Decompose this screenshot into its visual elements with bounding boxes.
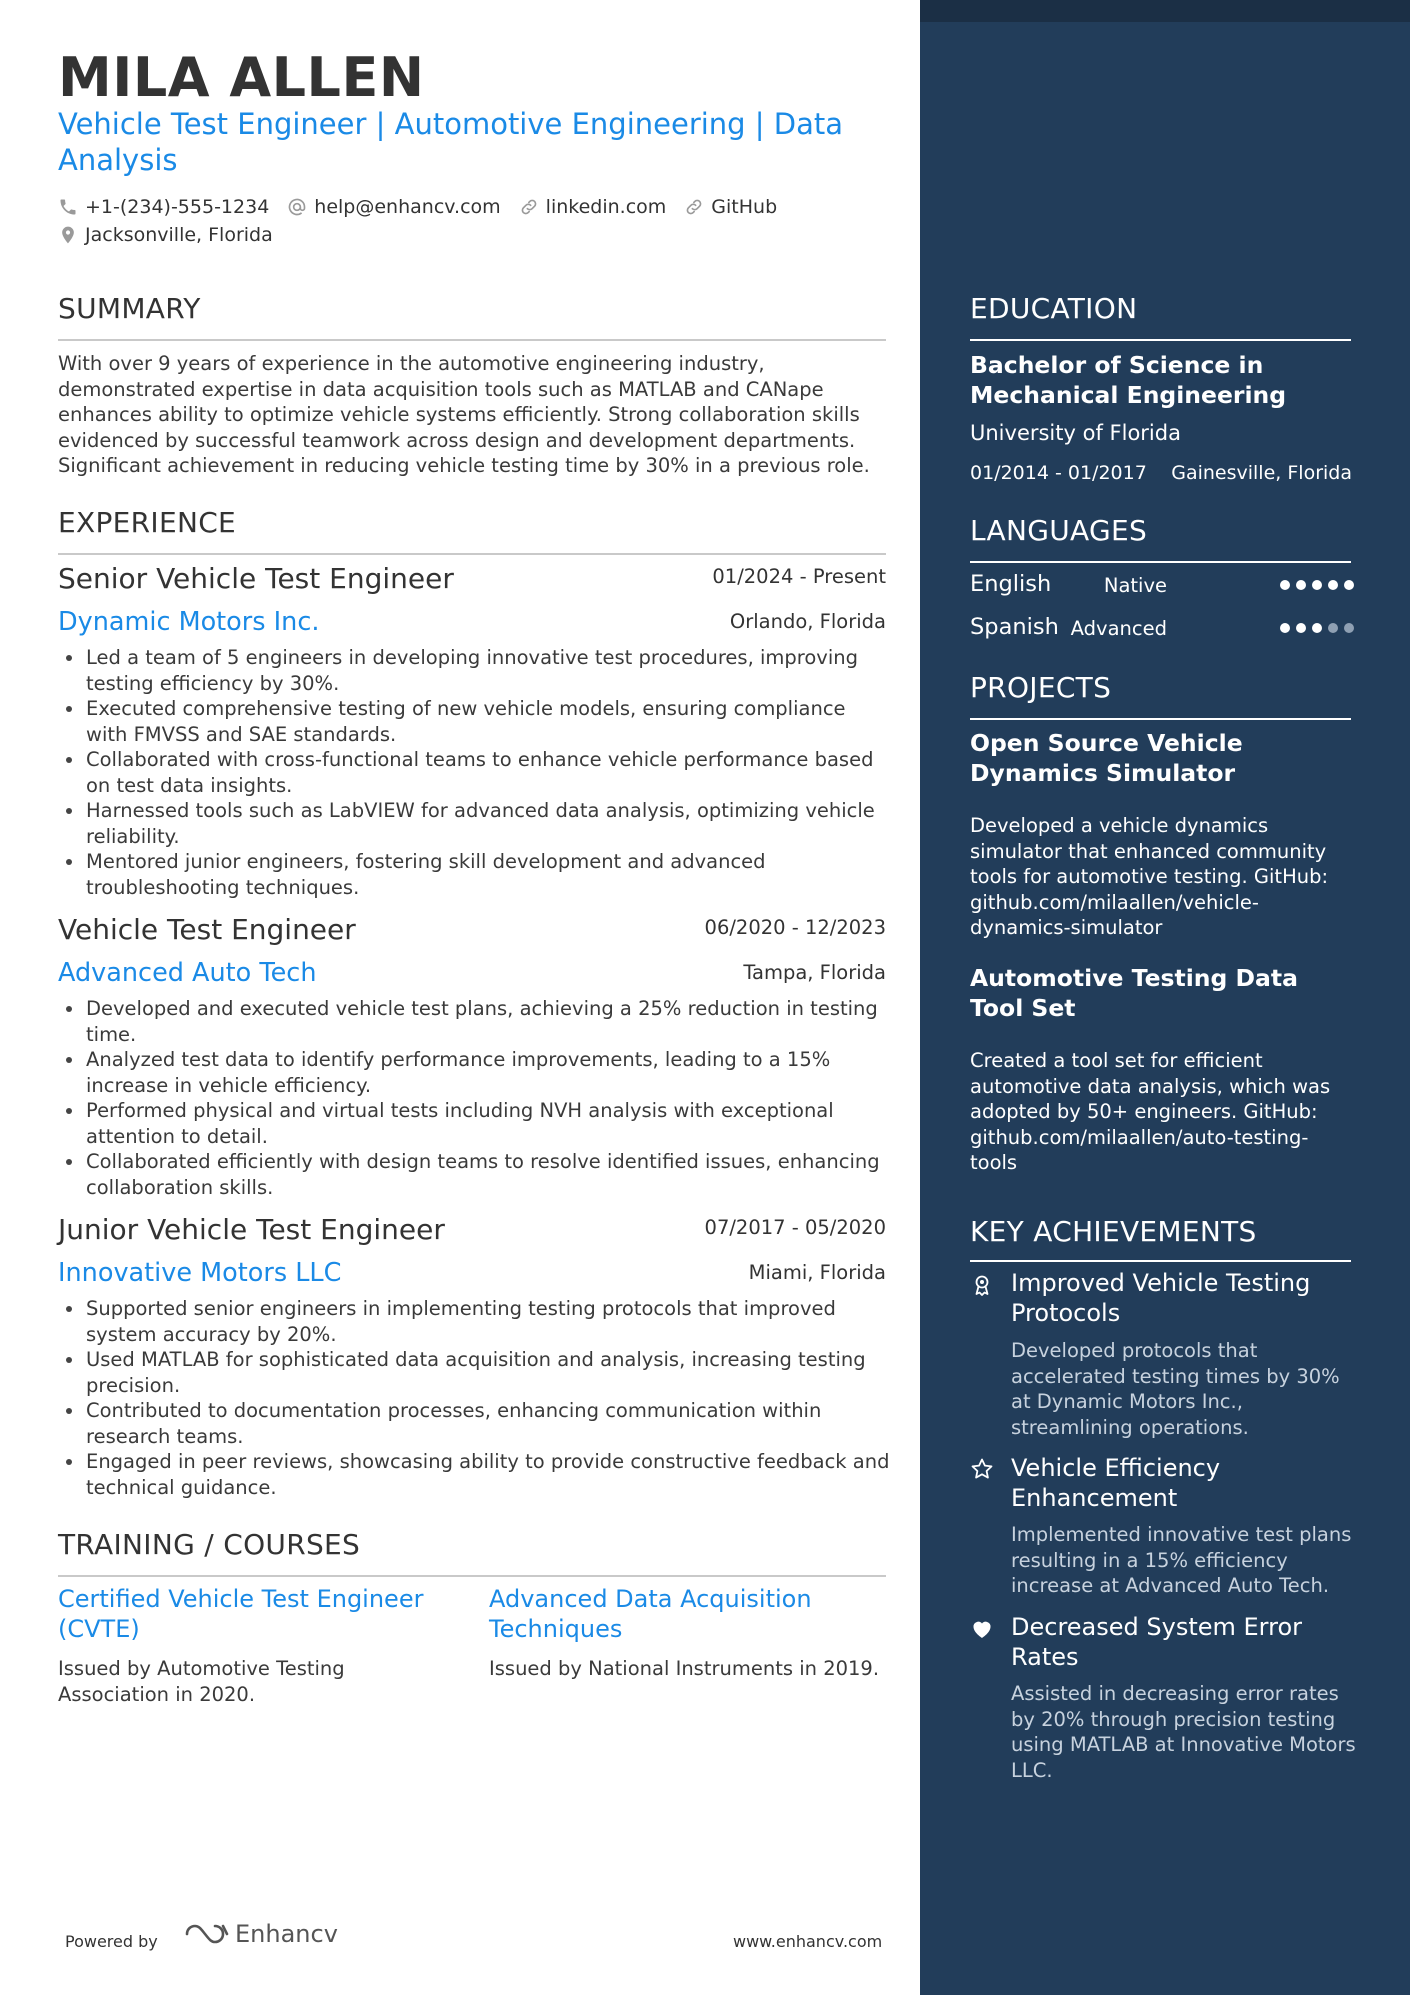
list-item: Developed and executed vehicle test plans, achieving a 25% reduction in testing time. (58, 996, 893, 1047)
language-name: Spanish (970, 614, 1059, 640)
rating-dot (1296, 623, 1306, 633)
language-rating (1280, 623, 1360, 633)
summary-text: With over 9 years of experience in the automotive engineering industry, demonstrated expertise in data acquisition tools such as MATLAB and CANape enhances ability to optimize vehicle systems efficiently. Strong collaboration skills evidenced by successful teamwork across design and development departments. Significant achievement in reducing vehicle testing time by 30% in a previous role. (58, 352, 870, 477)
list-item: Performed physical and virtual tests including NVH analysis with exceptional attention to detail. (58, 1098, 893, 1149)
sidebar-top-band (920, 0, 1410, 22)
education-location: Gainesville, Florida (1171, 462, 1352, 484)
powered-by: Powered by (65, 1932, 158, 1951)
contact-info (58, 193, 898, 249)
project-title: Open Source Vehicle Dynamics Simulator (970, 729, 1243, 787)
project-description: Developed a vehicle dynamics simulator that enhanced community tools for automotive testing. GitHub: github.com/milaallen/vehicle-dynamics-simulator (970, 814, 1329, 939)
projects-title: PROJECTS (970, 671, 1112, 704)
list-item: Collaborated with cross-functional teams to enhance vehicle performance based on test data insights. (58, 747, 893, 798)
course-description: Issued by Automotive Testing Association in 2020. (58, 1657, 345, 1706)
list-item: Analyzed test data to identify performance improvements, leading to a 15% increase in vehicle efficiency. (58, 1047, 893, 1098)
location-text: Jacksonville, Florida (85, 224, 273, 246)
job-dates: 07/2017 - 05/2020 (704, 1216, 886, 1239)
list-item: Mentored junior engineers, fostering skill development and advanced troubleshooting techniques. (58, 849, 893, 900)
achievement-description: Implemented innovative test plans resulting in a 15% efficiency increase at Advanced Auto Tech. (1011, 1523, 1352, 1597)
enhancv-logo-icon (183, 1921, 231, 1947)
phone-text: +1-(234)-555-1234 (85, 196, 270, 218)
project-title: Automotive Testing Data Tool Set (970, 964, 1298, 1022)
training-divider (58, 1575, 886, 1577)
headline: Vehicle Test Engineer | Automotive Engineering | Data Analysis (58, 107, 844, 177)
job-bullets (58, 996, 893, 1200)
course-title[interactable]: Certified Vehicle Test Engineer (CVTE) (58, 1585, 424, 1643)
job-dates: 06/2020 - 12/2023 (704, 916, 886, 939)
rating-dot (1344, 580, 1354, 590)
link-icon (684, 197, 704, 217)
language-name: English (970, 571, 1052, 597)
achievement-description: Assisted in decreasing error rates by 20% through precision testing using MATLAB at Innovative Motors LLC. (1011, 1682, 1356, 1782)
job-location: Miami, Florida (748, 1261, 886, 1284)
rating-dot (1312, 623, 1322, 633)
languages-divider (970, 561, 1351, 563)
job-title: Junior Vehicle Test Engineer (58, 1213, 445, 1246)
job-title: Senior Vehicle Test Engineer (58, 562, 454, 595)
enhancv-brand: Enhancv (235, 1920, 338, 1948)
list-item: Collaborated efficiently with design teams to resolve identified issues, enhancing collaboration skills. (58, 1149, 893, 1200)
sidebar (920, 0, 1410, 1995)
course-description: Issued by National Instruments in 2019. (489, 1657, 880, 1680)
rating-dot (1280, 580, 1290, 590)
education-title: EDUCATION (970, 292, 1138, 325)
experience-divider (58, 553, 886, 555)
achievement-description: Developed protocols that accelerated testing times by 30% at Dynamic Motors Inc., streamlining operations. (1011, 1339, 1340, 1439)
projects-divider (970, 718, 1351, 720)
company-name[interactable]: Advanced Auto Tech (58, 958, 317, 988)
contact-email[interactable] (287, 196, 500, 218)
school: University of Florida (970, 421, 1181, 445)
award-icon (970, 1273, 994, 1297)
list-item: Used MATLAB for sophisticated data acquisition and analysis, increasing testing precision. (58, 1347, 893, 1398)
education-divider (970, 339, 1351, 341)
language-level: Native (1103, 574, 1167, 597)
linkedin-text: linkedin.com (545, 196, 667, 218)
job-location: Orlando, Florida (729, 610, 886, 633)
candidate-name: MILA ALLEN (58, 46, 425, 109)
link-icon (519, 197, 539, 217)
summary-divider (58, 339, 886, 341)
contact-location (58, 224, 273, 246)
language-rating (1280, 580, 1360, 590)
rating-dot (1344, 623, 1354, 633)
project-description: Created a tool set for efficient automotive data analysis, which was adopted by 50+ engineers. GitHub: github.com/milaallen/auto-testing-tools (970, 1049, 1331, 1174)
job-bullets (58, 645, 893, 900)
contact-github[interactable] (684, 196, 777, 218)
company-name[interactable]: Innovative Motors LLC (58, 1258, 342, 1288)
job-bullets (58, 1296, 893, 1500)
rating-dot (1296, 580, 1306, 590)
degree: Bachelor of Science in Mechanical Engineering (970, 351, 1287, 409)
location-pin-icon (58, 225, 78, 245)
list-item: Led a team of 5 engineers in developing innovative test procedures, improving testing efficiency by 30%. (58, 645, 893, 696)
training-title: TRAINING / COURSES (58, 1528, 361, 1561)
contact-linkedin[interactable] (519, 196, 667, 218)
education-dates: 01/2014 - 01/2017 (970, 462, 1147, 484)
heart-icon (970, 1617, 994, 1641)
star-icon (970, 1457, 994, 1481)
phone-icon (58, 197, 78, 217)
achievement-title: Improved Vehicle Testing Protocols (1011, 1269, 1311, 1327)
language-level: Advanced (1070, 617, 1167, 640)
experience-title: EXPERIENCE (58, 506, 237, 539)
rating-dot (1280, 623, 1290, 633)
rating-dot (1312, 580, 1322, 590)
at-icon (287, 197, 307, 217)
footer-url[interactable]: www.enhancv.com (733, 1932, 883, 1951)
list-item: Contributed to documentation processes, enhancing communication within research teams. (58, 1398, 893, 1449)
rating-dot (1328, 580, 1338, 590)
list-item: Harnessed tools such as LabVIEW for advanced data analysis, optimizing vehicle reliability. (58, 798, 893, 849)
course-title[interactable]: Advanced Data Acquisition Techniques (489, 1585, 812, 1643)
github-text: GitHub (711, 196, 778, 218)
list-item: Engaged in peer reviews, showcasing ability to provide constructive feedback and technical guidance. (58, 1449, 893, 1500)
job-location: Tampa, Florida (743, 961, 886, 984)
company-name[interactable]: Dynamic Motors Inc. (58, 607, 320, 637)
achievements-title: KEY ACHIEVEMENTS (970, 1215, 1257, 1248)
enhancv-logo[interactable] (183, 1920, 338, 1948)
list-item: Supported senior engineers in implementing testing protocols that improved system accuracy by 20%. (58, 1296, 893, 1347)
rating-dot (1328, 623, 1338, 633)
achievement-title: Decreased System Error Rates (1011, 1613, 1303, 1671)
job-title: Vehicle Test Engineer (58, 913, 356, 946)
summary-title: SUMMARY (58, 292, 201, 325)
email-text: help@enhancv.com (314, 196, 501, 218)
achievements-divider (970, 1260, 1351, 1262)
achievement-title: Vehicle Efficiency Enhancement (1011, 1454, 1221, 1512)
list-item: Executed comprehensive testing of new vehicle models, ensuring compliance with FMVSS and SAE standards. (58, 696, 893, 747)
contact-phone[interactable] (58, 196, 269, 218)
job-dates: 01/2024 - Present (712, 565, 886, 588)
languages-title: LANGUAGES (970, 514, 1148, 547)
